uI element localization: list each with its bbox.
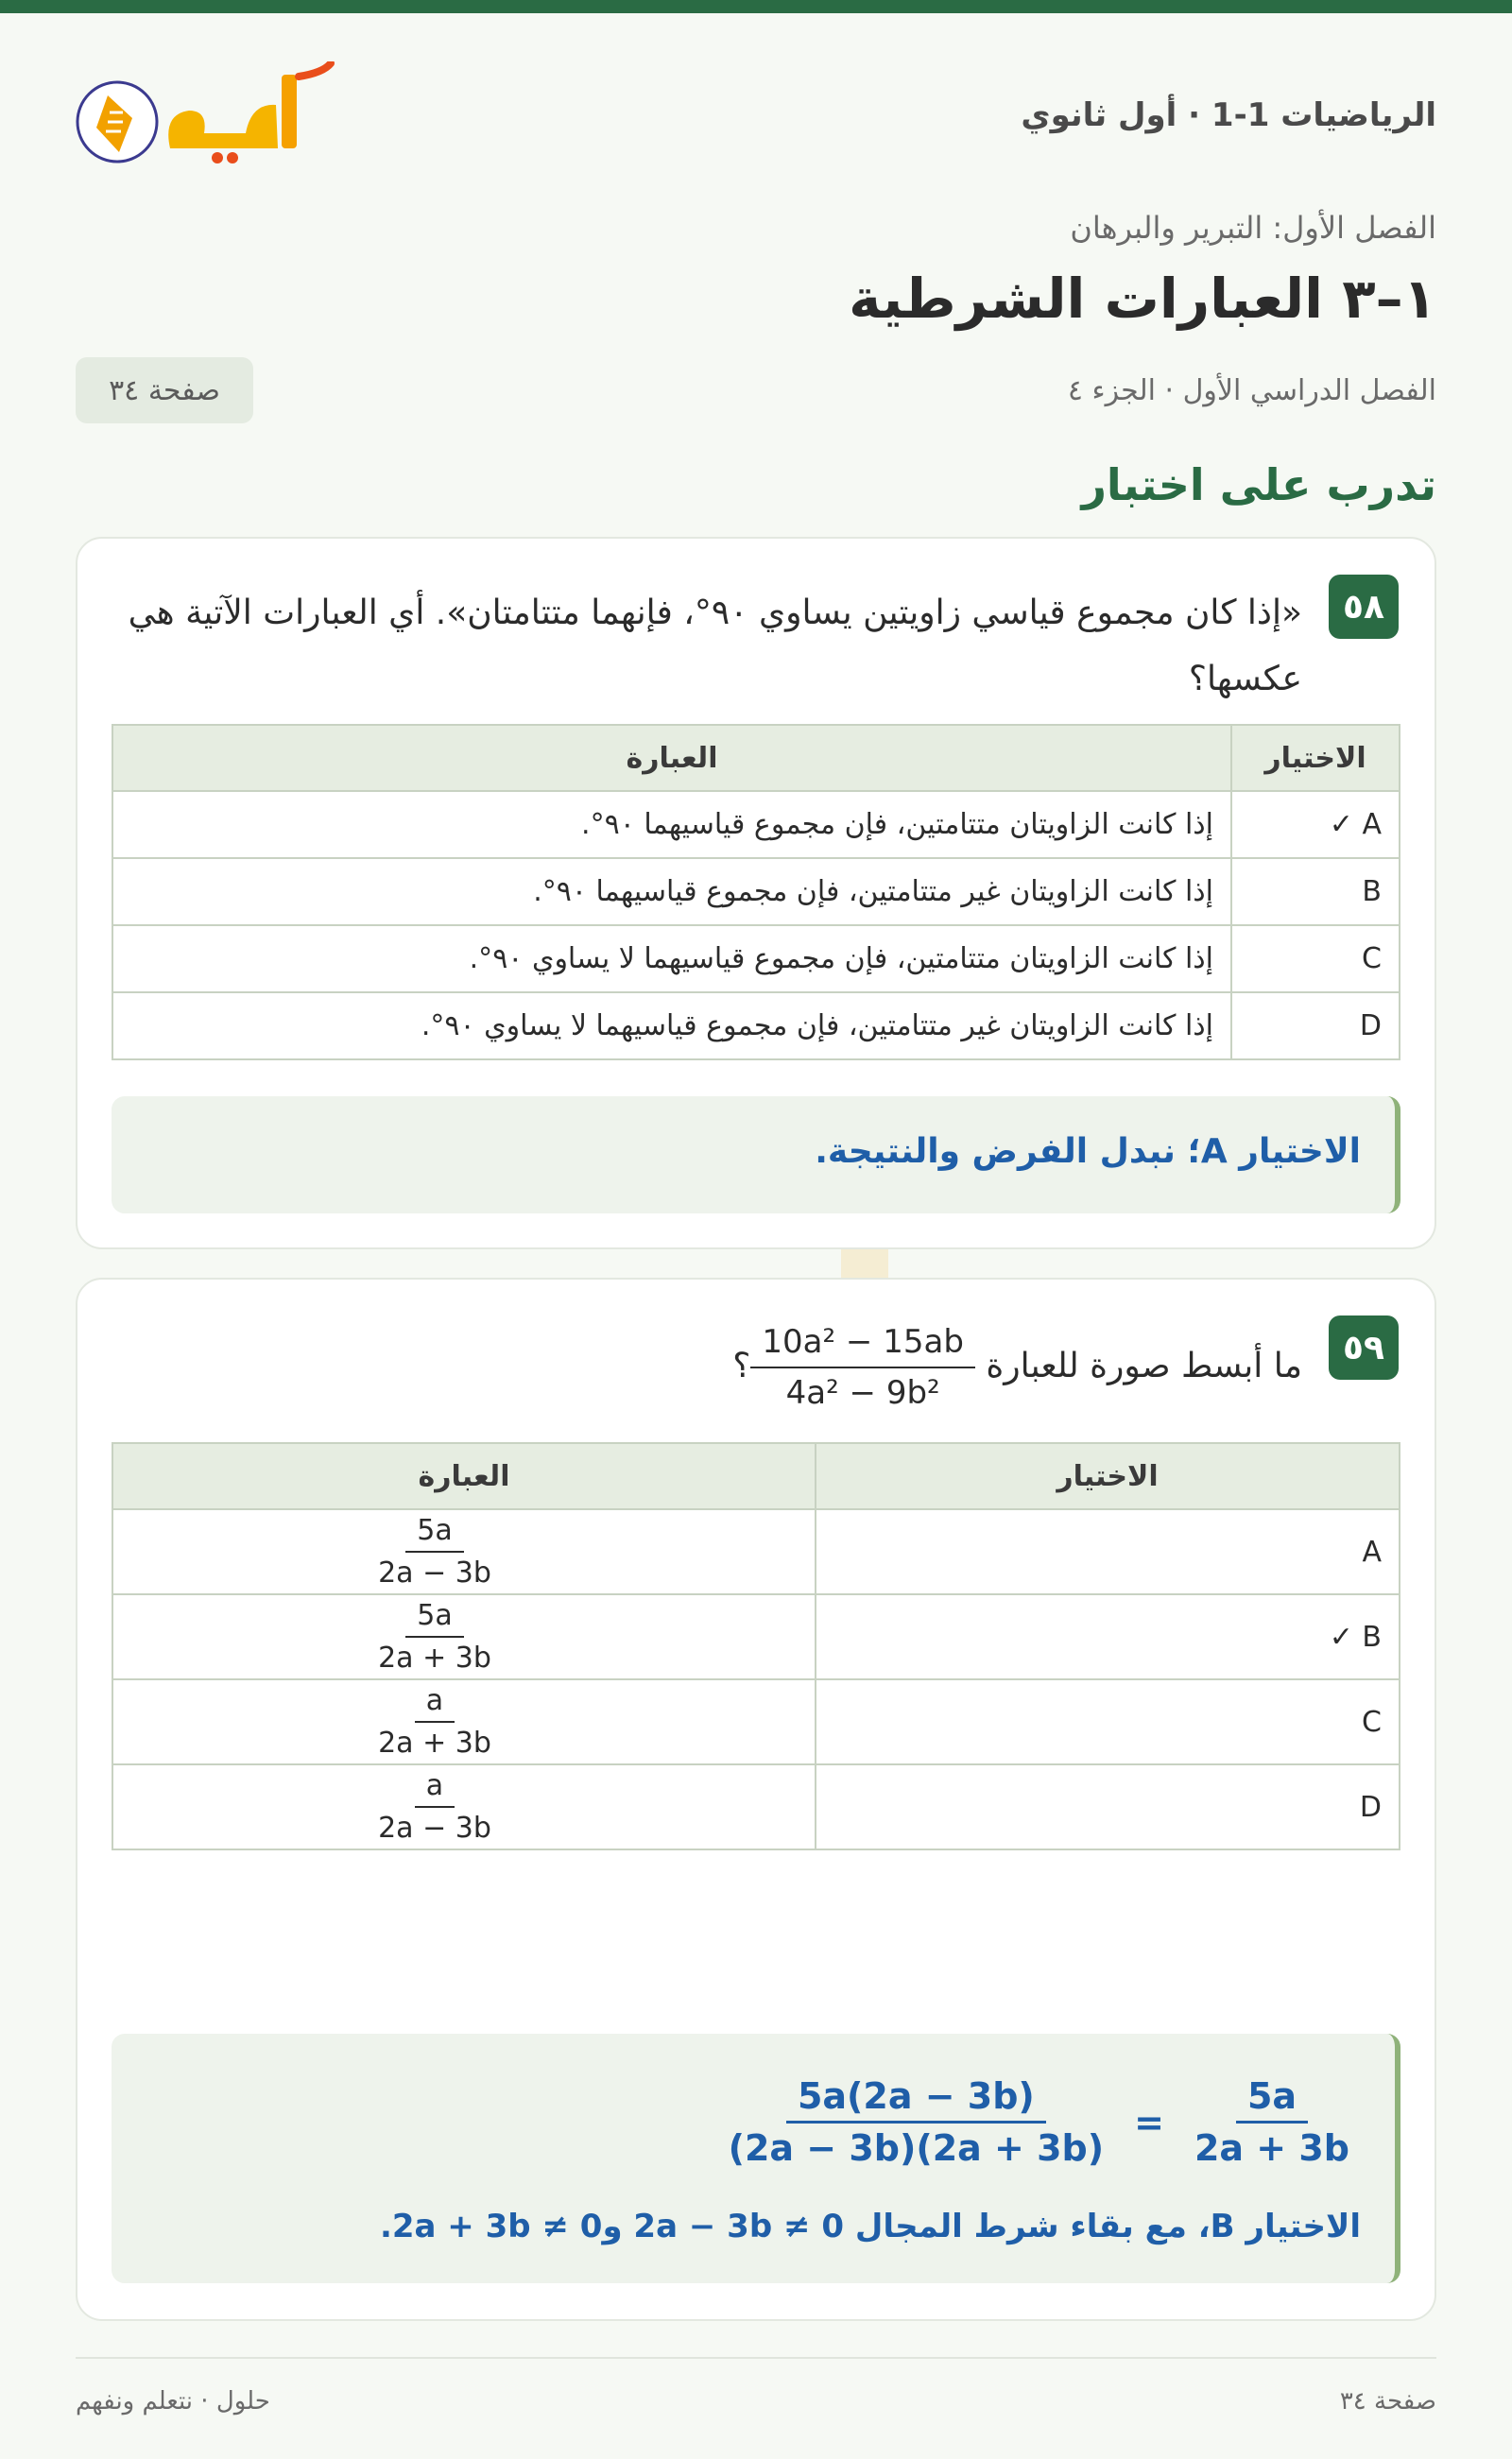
answer-box-58 (112, 1096, 1400, 1213)
page-badge: صفحة ٣٤ (76, 357, 253, 423)
question-number: ٥٩ (1329, 1315, 1399, 1380)
column-header-statement: العبارة (112, 725, 1231, 791)
fraction-denominator: 2a − 3b (378, 1812, 491, 1845)
fraction-numerator: a (415, 1765, 455, 1808)
option-label: B ✓ (816, 1594, 1400, 1679)
question-number: ٥٨ (1329, 575, 1399, 639)
question-expression (750, 1317, 975, 1418)
option-row[interactable] (112, 1594, 1400, 1679)
fraction-numerator: 5a(2a − 3b) (786, 2072, 1046, 2124)
footer-divider (76, 2357, 1436, 2359)
semester-label: الفصل الدراسي الأول · الجزء ٤ (1067, 374, 1436, 407)
option-label: A ✓ (1231, 791, 1400, 858)
option-label: B (1231, 858, 1400, 925)
option-row[interactable] (112, 858, 1400, 925)
option-text: إذا كانت الزاويتان غير متتامتين، فإن مجموع قياسيهما ٩٠°. (112, 858, 1231, 925)
answer-box-59 (112, 2034, 1400, 2283)
option-label: D (1231, 992, 1400, 1059)
fraction-numerator: 5a (405, 1510, 463, 1553)
option-label: D (816, 1764, 1400, 1849)
answer-text: الاختيار B، مع بقاء شرط المجال 2a − 3b ≠ 0 و2a + 3b ≠ 0. (379, 2208, 1361, 2245)
column-header-choice: الاختيار (816, 1443, 1400, 1509)
chapter-title: الفصل الأول: التبرير والبرهان (1070, 210, 1436, 246)
option-fraction (367, 1680, 503, 1763)
question-prompt: ما أبسط صورة للعبارة (986, 1347, 1302, 1385)
option-fraction (367, 1510, 503, 1593)
expression-numerator: 10a² − 15ab (750, 1317, 975, 1368)
option-row[interactable] (112, 1509, 1400, 1594)
option-text: إذا كانت الزاويتان غير متتامتين، فإن مجموع قياسيهما لا يساوي ٩٠°. (112, 992, 1231, 1059)
subject-label: الرياضيات 1-1 · أول ثانوي (1021, 96, 1436, 134)
option-row[interactable] (112, 1764, 1400, 1849)
footer-page-number: صفحة ٣٤ (1339, 2387, 1436, 2416)
hulool-logo (76, 61, 350, 173)
option-label: C (1231, 925, 1400, 992)
question-mark: ؟ (732, 1347, 751, 1385)
option-row[interactable] (112, 925, 1400, 992)
fraction-denominator: 2a + 3b (378, 1642, 491, 1675)
option-fraction-cell (112, 1509, 816, 1594)
option-fraction (367, 1765, 503, 1849)
fraction-denominator: 2a + 3b (378, 1727, 491, 1760)
option-row[interactable] (112, 992, 1400, 1059)
solution-equation (717, 2072, 1361, 2173)
options-table-58 (112, 724, 1400, 1060)
option-label: C (816, 1679, 1400, 1764)
top-accent-bar (0, 0, 1512, 13)
answer-text: الاختيار A؛ نبدل الفرض والنتيجة. (815, 1132, 1361, 1171)
equals-sign: = (1134, 2101, 1164, 2143)
fraction-numerator: a (415, 1680, 455, 1723)
footer-brand: حلول · نتعلم ونفهم (76, 2387, 270, 2416)
fraction-numerator: 5a (405, 1595, 463, 1638)
column-header-choice: الاختيار (1231, 725, 1400, 791)
option-fraction (367, 1595, 503, 1678)
option-text: إذا كانت الزاويتان متتامتين، فإن مجموع قياسيهما ٩٠°. (112, 791, 1231, 858)
option-fraction-cell (112, 1679, 816, 1764)
option-label: A (816, 1509, 1400, 1594)
question-text (113, 1317, 1302, 1418)
solution-right-fraction (1183, 2072, 1361, 2173)
fraction-denominator: 2a + 3b (1194, 2127, 1349, 2169)
options-table-59 (112, 1442, 1400, 1850)
fraction-denominator: 2a − 3b (378, 1556, 491, 1590)
lesson-title: ١–٣ العبارات الشرطية (849, 267, 1436, 331)
option-fraction-cell (112, 1594, 816, 1679)
fraction-denominator: (2a − 3b)(2a + 3b) (728, 2127, 1105, 2169)
column-header-statement: العبارة (112, 1443, 816, 1509)
solution-left-fraction (717, 2072, 1116, 2173)
page-header (76, 57, 1436, 178)
option-row[interactable] (112, 791, 1400, 858)
fraction-numerator: 5a (1236, 2072, 1308, 2124)
expression-denominator: 4a² − 9b² (785, 1374, 940, 1412)
option-text: إذا كانت الزاويتان متتامتين، فإن مجموع قياسيهما لا يساوي ٩٠°. (112, 925, 1231, 992)
question-text: «إذا كان مجموع قياسي زاويتين يساوي ٩٠°، فإنهما متتامتان». أي العبارات الآتية هي عكسها؟ (128, 593, 1302, 698)
section-title: تدرب على اختبار (1081, 459, 1436, 510)
option-fraction-cell (112, 1764, 816, 1849)
option-row[interactable] (112, 1679, 1400, 1764)
